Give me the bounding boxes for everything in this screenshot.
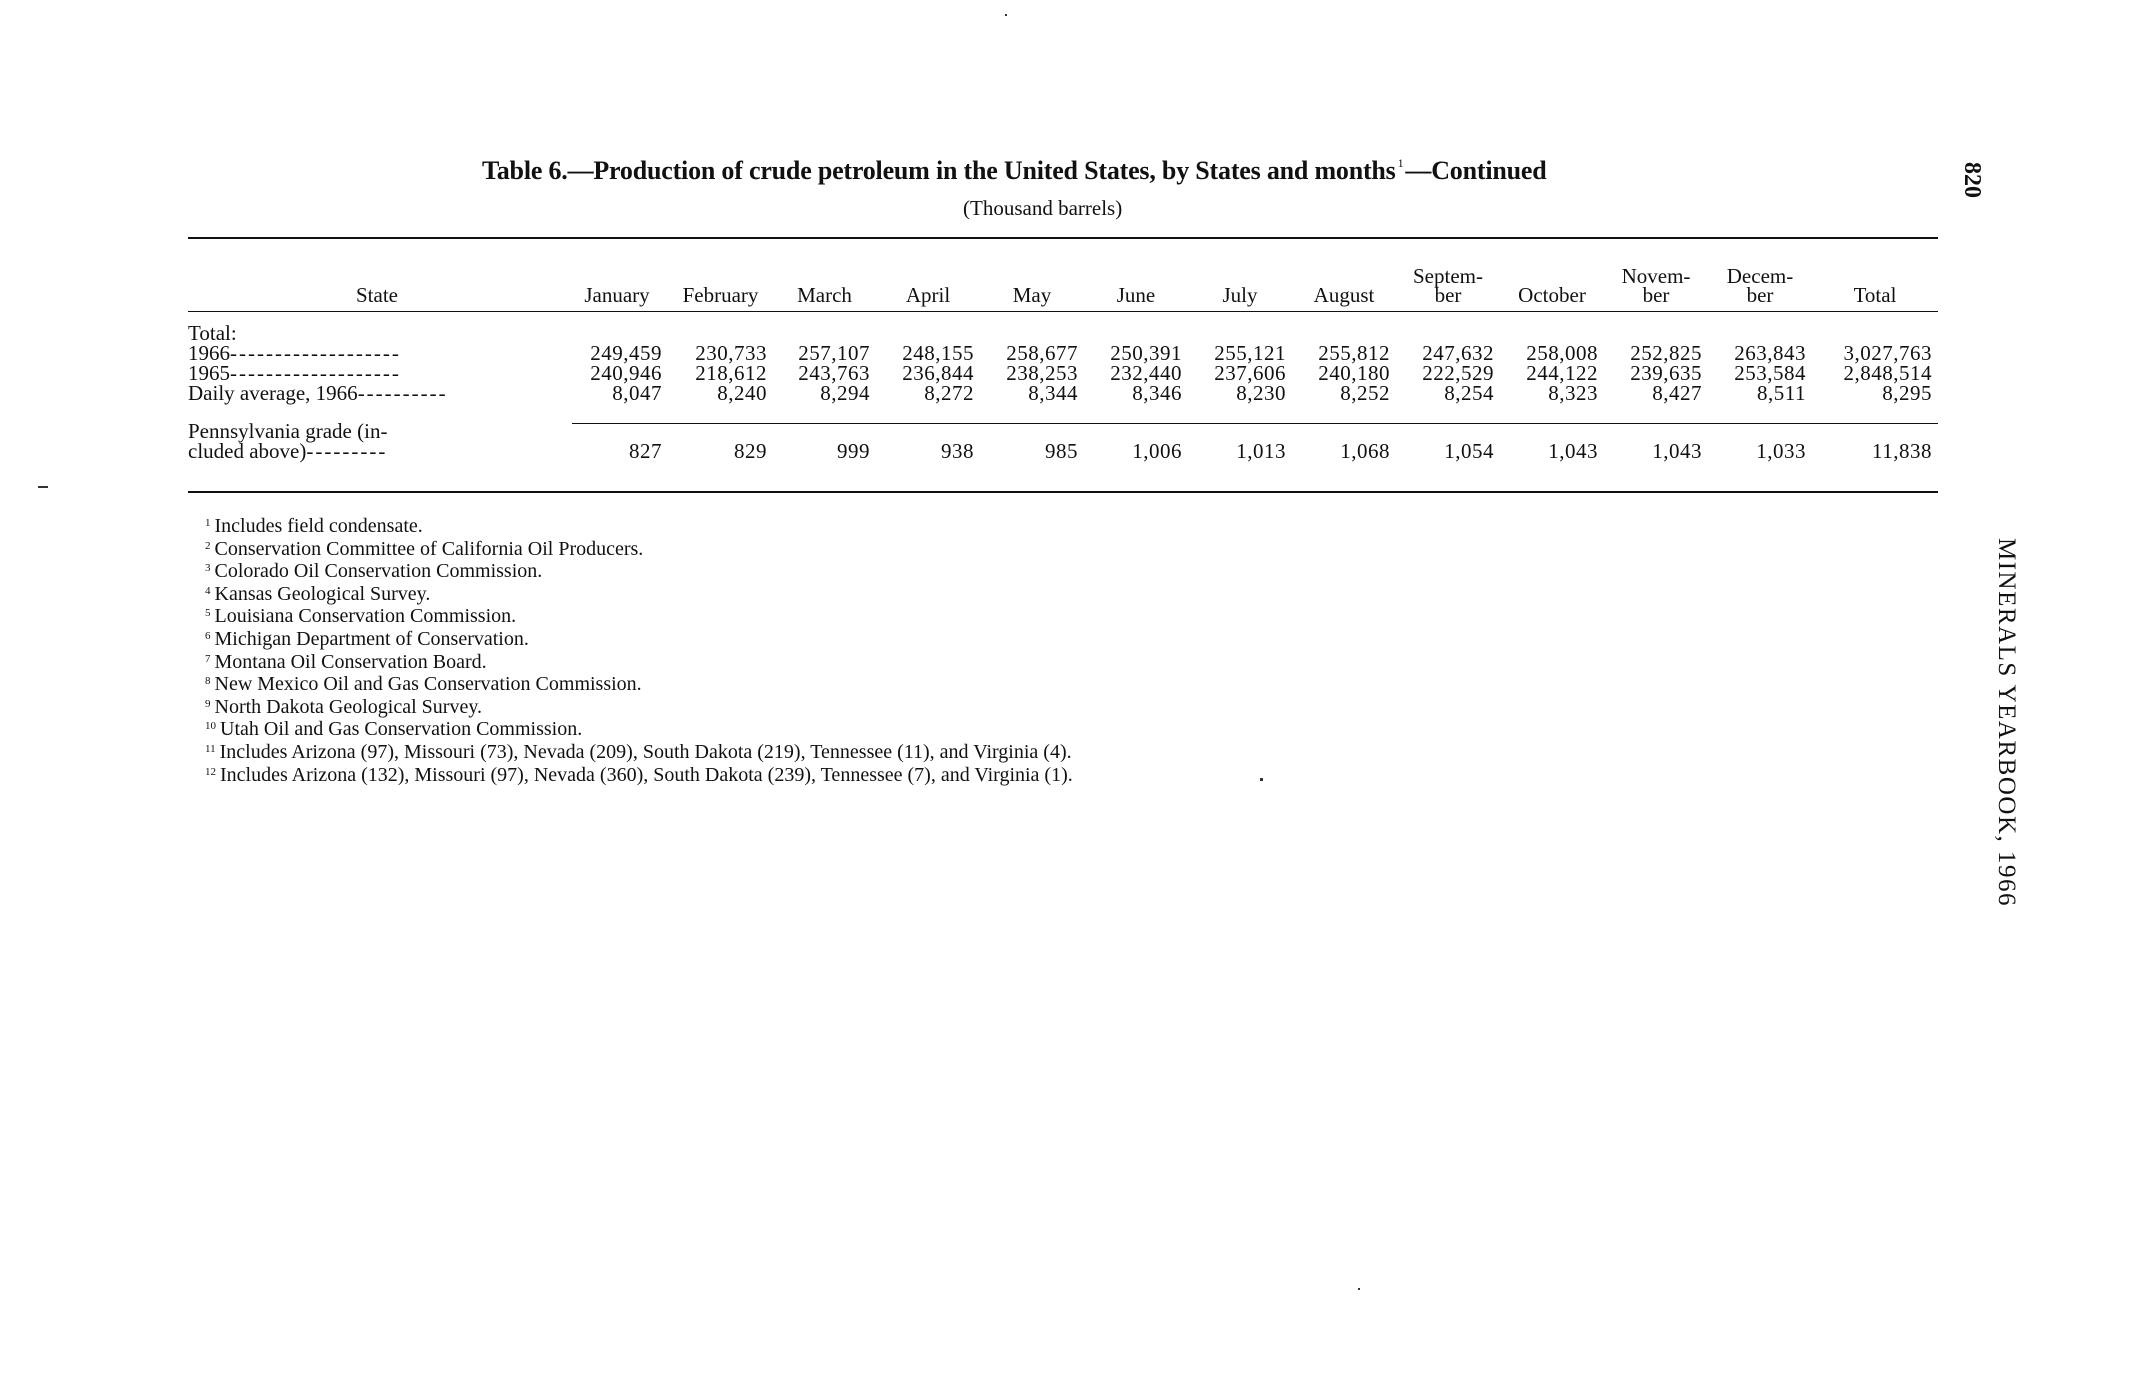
header-month-line: March xyxy=(797,283,852,307)
header-month xyxy=(1396,243,1500,305)
footnote-number: 1 xyxy=(205,517,211,529)
table-cell: 244,122 xyxy=(1526,361,1598,385)
row-total: 2,848,514 xyxy=(1843,361,1932,385)
header-month xyxy=(1500,243,1604,305)
table-cell: 938 xyxy=(941,439,974,463)
footnote-text: Includes field condensate. xyxy=(214,515,423,537)
footnote-number: 8 xyxy=(205,675,211,688)
table-cell: 239,635 xyxy=(1630,361,1702,385)
header-month-line: Novem- xyxy=(1621,264,1691,288)
table-cell: 1,013 xyxy=(1236,439,1286,463)
page-number: 820 xyxy=(1959,162,1985,198)
footnote-number: 11 xyxy=(205,742,216,755)
footnote-text: Includes Arizona (132), Missouri (97), Nevada (360), South Dakota (239), Tennessee (7), and Virginia (1). xyxy=(220,763,1073,786)
header-month xyxy=(773,243,876,305)
footnote xyxy=(205,650,1073,673)
footnote xyxy=(205,582,1073,605)
table-cell: 1,068 xyxy=(1340,439,1390,463)
footnote-text: New Mexico Oil and Gas Conservation Commission. xyxy=(214,673,642,696)
header-month xyxy=(668,243,773,305)
footnote xyxy=(205,627,1073,650)
footnote xyxy=(205,604,1073,627)
table-cell: 1,043 xyxy=(1548,439,1598,463)
header-month-line: Decem- xyxy=(1726,264,1794,288)
table-row xyxy=(188,343,1938,363)
table-cell: 263,843 xyxy=(1734,341,1806,365)
title-footnote-ref: 1 xyxy=(1397,156,1404,170)
footnote xyxy=(205,717,1073,740)
row-total: 8,295 xyxy=(1882,381,1932,405)
table-cell: 829 xyxy=(734,439,767,463)
header-month xyxy=(1604,243,1708,305)
table-cell: 238,253 xyxy=(1006,361,1078,385)
row-total: 11,838 xyxy=(1872,439,1932,463)
footnote-text: Montana Oil Conservation Board. xyxy=(214,650,487,673)
speck xyxy=(1260,778,1263,781)
table-row xyxy=(188,363,1938,383)
table-cell: 1,006 xyxy=(1132,439,1182,463)
header-month xyxy=(1188,243,1292,305)
speck xyxy=(1358,1288,1360,1290)
header-month-line: January xyxy=(584,283,650,307)
leader-dots: --------- xyxy=(306,439,388,463)
footnote-text: Includes Arizona (97), Missouri (73), Nevada (209), South Dakota (219), Tennessee (11), and Virginia (4). xyxy=(219,740,1072,763)
table-title-text: Table 6.—Production of crude petroleum in the United States, by States and months xyxy=(482,156,1396,185)
speck xyxy=(1005,14,1007,16)
footnotes xyxy=(205,514,1073,785)
table-title xyxy=(482,156,1546,186)
footnote-number: 3 xyxy=(205,562,211,575)
header-month-line: ber xyxy=(1746,283,1774,307)
table-cell: 258,677 xyxy=(1006,341,1078,365)
footnote-text: Michigan Department of Conservation. xyxy=(214,627,529,650)
pennsylvania-row-label-line1 xyxy=(188,421,1938,441)
leader-dots: ------------------- xyxy=(230,361,401,385)
production-table xyxy=(188,243,1938,461)
table-cell: 237,606 xyxy=(1214,361,1286,385)
footnote-number: 2 xyxy=(205,539,211,552)
header-total: Total xyxy=(1853,283,1897,307)
table-cell: 8,346 xyxy=(1132,381,1182,405)
header-month-line: July xyxy=(1222,283,1258,307)
header-month xyxy=(1084,243,1188,305)
footnote-number: 9 xyxy=(205,697,211,710)
footnote-number: 10 xyxy=(205,720,216,733)
table-cell: 8,047 xyxy=(612,381,662,405)
header-month xyxy=(566,243,668,305)
header-month-line: Septem- xyxy=(1413,264,1483,288)
row-label-text: 1965 xyxy=(188,361,230,385)
table-bottom-rule xyxy=(188,491,1938,493)
leader-dots: ---------- xyxy=(357,381,448,405)
table-cell: 8,511 xyxy=(1757,381,1806,405)
footnote xyxy=(205,559,1073,582)
table-cell: 255,812 xyxy=(1318,341,1390,365)
table-cell: 8,254 xyxy=(1444,381,1494,405)
footnote-number: 12 xyxy=(205,765,216,778)
table-cell: 255,121 xyxy=(1214,341,1286,365)
table-cell: 999 xyxy=(837,439,870,463)
table-cell: 258,008 xyxy=(1526,341,1598,365)
footnote-number: 7 xyxy=(205,652,211,665)
footnote-text: Colorado Oil Conservation Commission. xyxy=(214,560,543,583)
row-label xyxy=(188,343,566,363)
row-total: 3,027,763 xyxy=(1843,341,1932,365)
header-month-line: April xyxy=(905,283,951,307)
table-cell: 1,054 xyxy=(1444,439,1494,463)
header-row xyxy=(188,243,1938,305)
header-month-line: August xyxy=(1313,283,1375,307)
header-month-line: October xyxy=(1518,283,1586,307)
row-label xyxy=(188,383,566,403)
table-cell: 8,427 xyxy=(1652,381,1702,405)
footnote xyxy=(205,514,1073,537)
table-cell: 257,107 xyxy=(798,341,870,365)
table-cell: 222,529 xyxy=(1422,361,1494,385)
header-state: State xyxy=(356,283,398,307)
table-cell: 8,294 xyxy=(820,381,870,405)
table-cell: 248,155 xyxy=(902,341,974,365)
footnote-text: Louisiana Conservation Commission. xyxy=(214,605,517,628)
footnote xyxy=(205,672,1073,695)
group-row xyxy=(188,323,1938,343)
header-month xyxy=(876,243,980,305)
running-head: MINERALS YEARBOOK, 1966 xyxy=(1993,538,2020,907)
header-month xyxy=(1292,243,1396,305)
table-cell: 8,252 xyxy=(1340,381,1390,405)
table-cell: 1,043 xyxy=(1652,439,1702,463)
table-cell: 8,344 xyxy=(1028,381,1078,405)
table-cell: 8,323 xyxy=(1548,381,1598,405)
table-body xyxy=(188,305,1938,461)
footnote xyxy=(205,763,1073,786)
table-cell: 985 xyxy=(1045,439,1078,463)
table-cell: 250,391 xyxy=(1110,341,1182,365)
pennsylvania-row xyxy=(188,441,1938,461)
group-label: Total: xyxy=(188,321,237,345)
row-label xyxy=(188,363,566,383)
table-top-rule xyxy=(188,237,1938,239)
table-cell: 232,440 xyxy=(1110,361,1182,385)
table-cell: 236,844 xyxy=(902,361,974,385)
table-cell: 8,240 xyxy=(717,381,767,405)
footnote-number: 4 xyxy=(205,584,211,597)
table-cell: 240,180 xyxy=(1318,361,1390,385)
table-subtitle: (Thousand barrels) xyxy=(963,196,1123,220)
table-cell: 8,272 xyxy=(924,381,974,405)
pennsylvania-label-line2 xyxy=(188,441,566,461)
footnote xyxy=(205,695,1073,718)
table-cell: 230,733 xyxy=(695,341,767,365)
table-cell: 253,584 xyxy=(1734,361,1806,385)
table-cell: 240,946 xyxy=(590,361,662,385)
table-cell: 243,763 xyxy=(798,361,870,385)
table-cell: 827 xyxy=(629,439,662,463)
row-label-text: 1966 xyxy=(188,341,230,365)
table-row xyxy=(188,383,1938,403)
table-cell: 247,632 xyxy=(1422,341,1494,365)
footnote-number: 6 xyxy=(205,629,211,642)
table-cell: 218,612 xyxy=(695,361,767,385)
table-cell: 249,459 xyxy=(590,341,662,365)
pennsylvania-label-line1: Pennsylvania grade (in- xyxy=(188,419,388,443)
footnote xyxy=(205,537,1073,560)
pennsylvania-label-text: cluded above) xyxy=(188,439,307,463)
leader-dots: ------------------- xyxy=(230,341,401,365)
row-label-text: Daily average, 1966 xyxy=(188,381,358,405)
footnote-text: Utah Oil and Gas Conservation Commission. xyxy=(220,718,583,741)
footnote-text: North Dakota Geological Survey. xyxy=(214,695,483,718)
table-title-suffix: —Continued xyxy=(1405,156,1547,185)
speck xyxy=(38,486,48,488)
header-month-line: ber xyxy=(1434,283,1462,307)
header-month xyxy=(980,243,1084,305)
header-month-line: June xyxy=(1116,283,1156,307)
footnote-number: 5 xyxy=(205,607,211,620)
footnote xyxy=(205,740,1073,763)
header-month-line: February xyxy=(682,283,759,307)
header-month-line: ber xyxy=(1642,283,1670,307)
footnote-text: Conservation Committee of California Oil Producers. xyxy=(214,537,644,560)
table-cell: 252,825 xyxy=(1630,341,1702,365)
header-month xyxy=(1708,243,1812,305)
table-cell: 1,033 xyxy=(1756,439,1806,463)
footnote-text: Kansas Geological Survey. xyxy=(214,582,431,605)
table-cell: 8,230 xyxy=(1236,381,1286,405)
header-month-line: May xyxy=(1012,283,1052,307)
